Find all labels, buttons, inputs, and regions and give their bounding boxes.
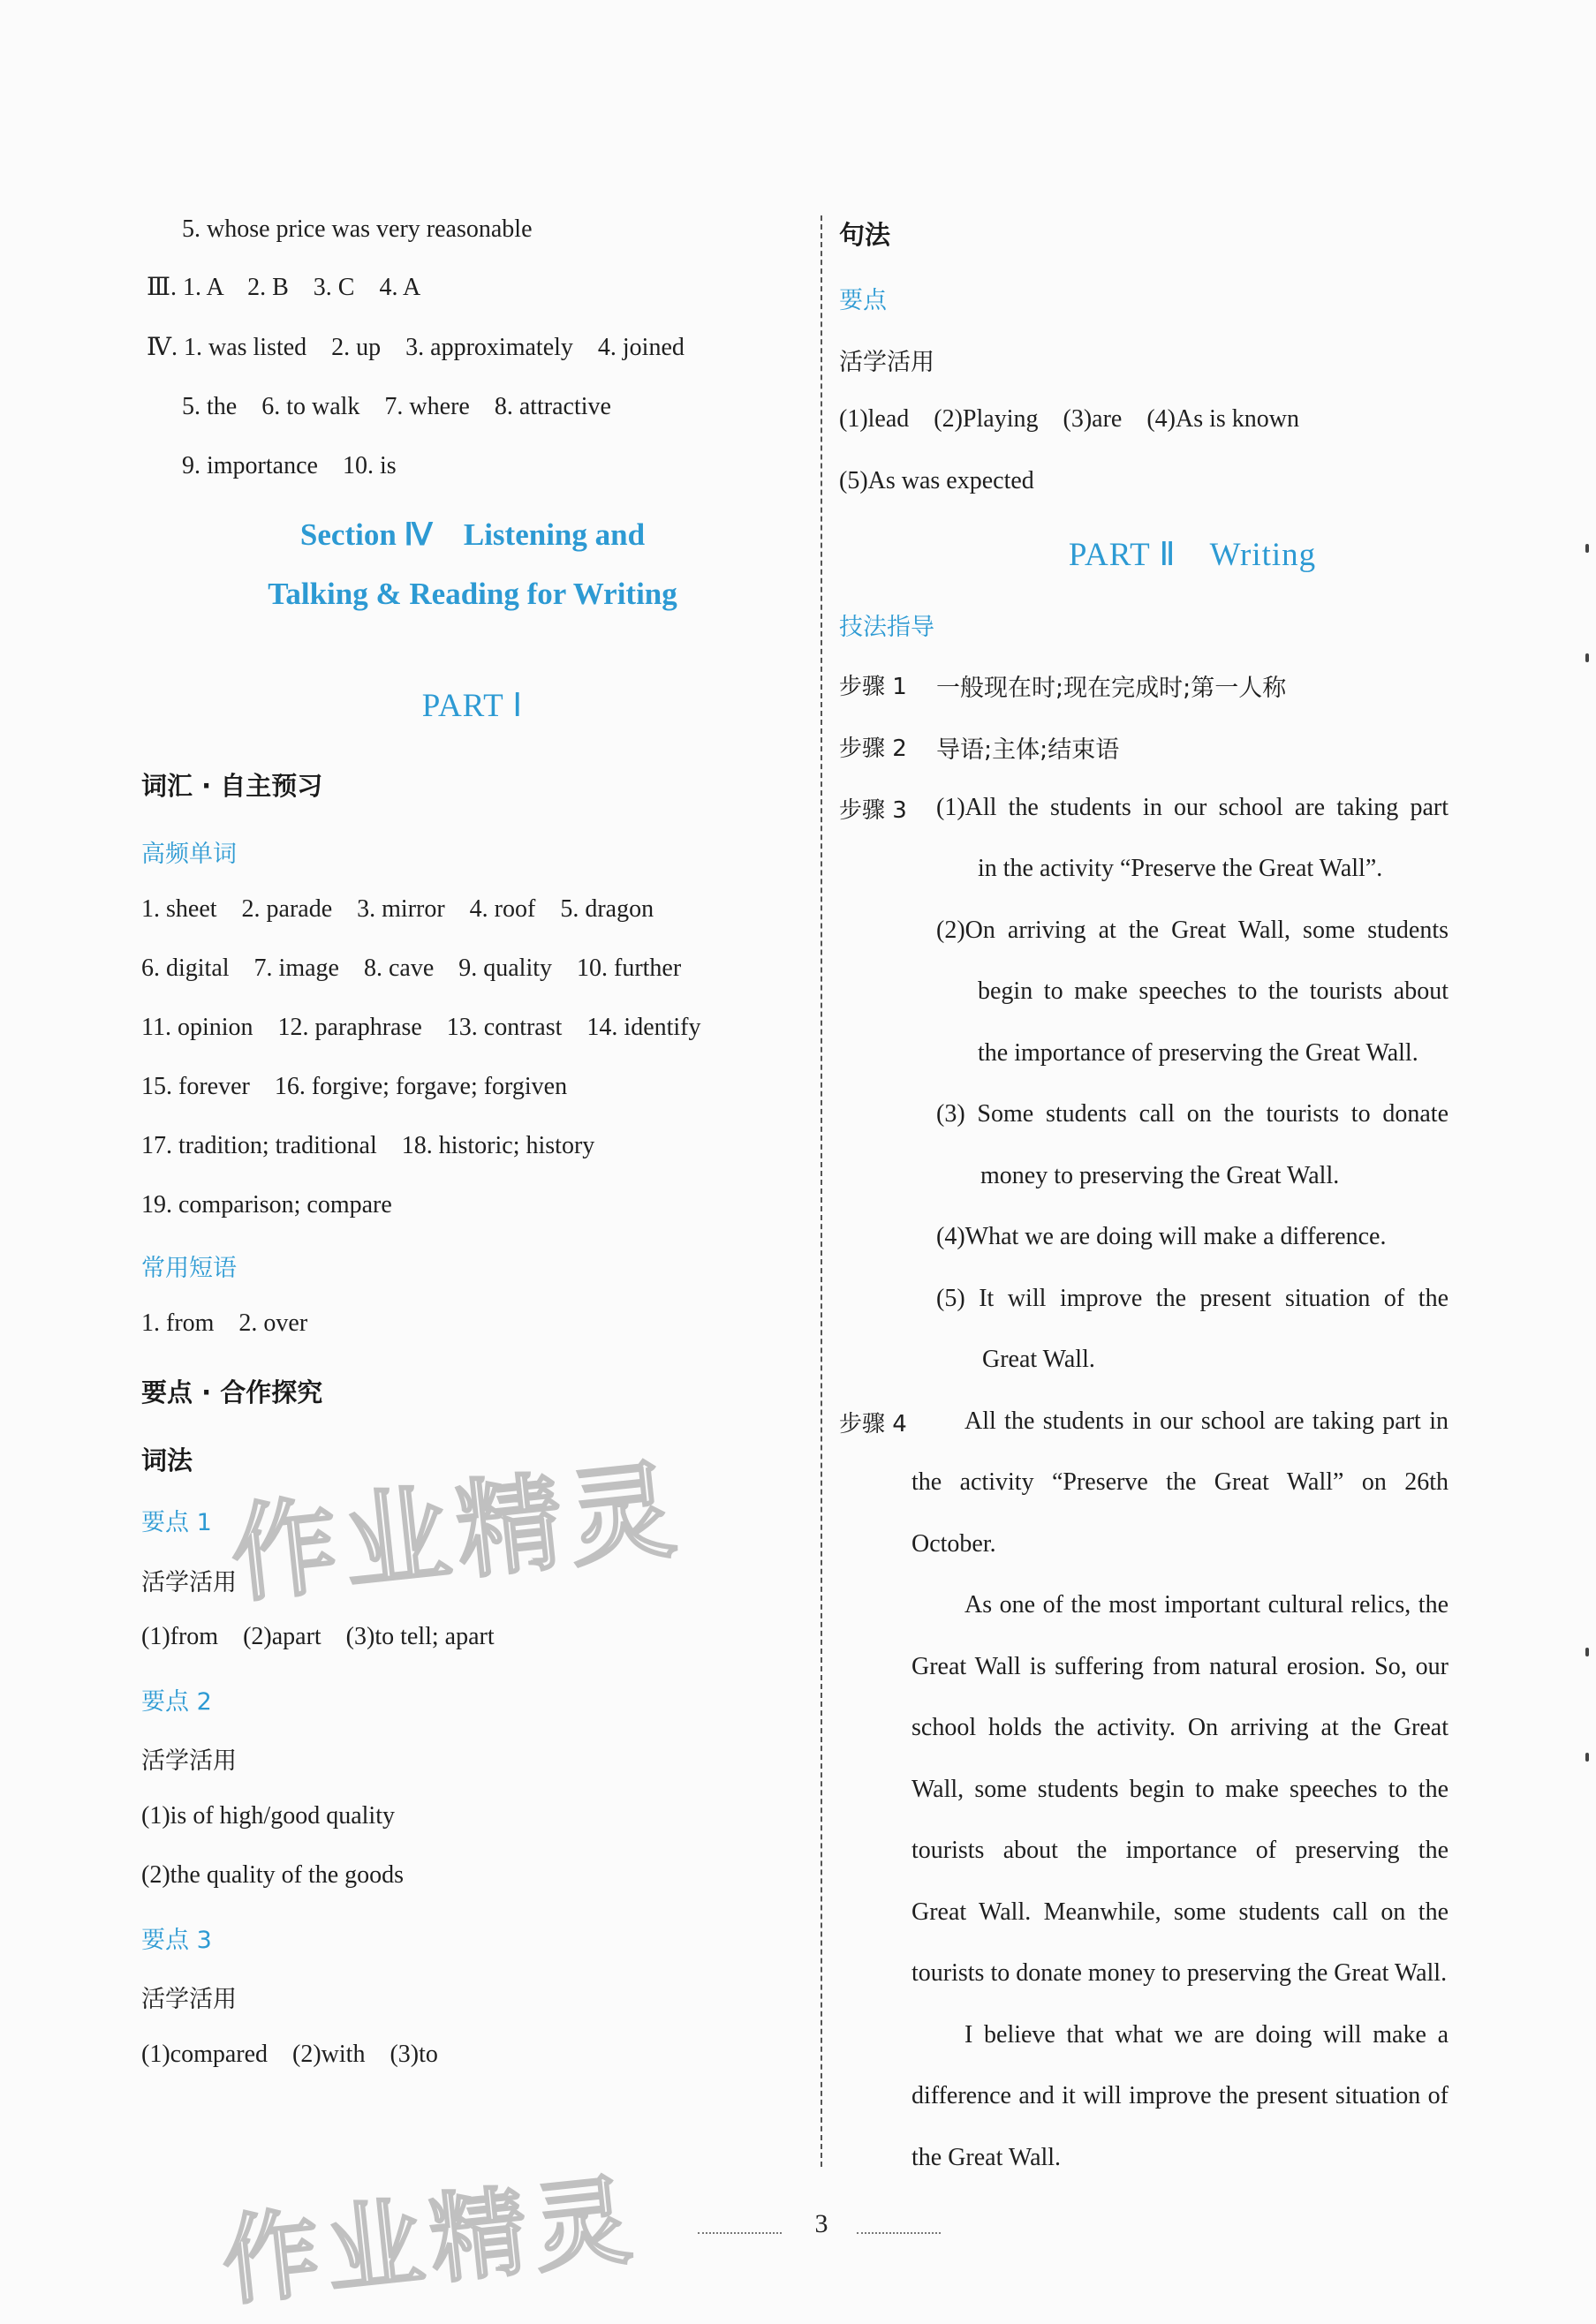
subheading: 要点 xyxy=(839,287,887,314)
answer-line: 9. importance 10. is xyxy=(182,452,397,479)
answer-line: 19. comparison; compare xyxy=(141,1191,392,1219)
essay-line: tourists to donate money to preserving the Great Wall. xyxy=(911,1959,1448,1987)
category-heading: 词汇 · 自主预习 xyxy=(141,771,323,801)
subheading: 要点 2 xyxy=(141,1688,212,1716)
answer-line: (1)lead (2)Playing (3)are (4)As is known xyxy=(839,405,1299,433)
answer-line: 1. from 2. over xyxy=(141,1309,308,1337)
step-text: 导语;主体;结束语 xyxy=(936,736,1120,764)
answer-line: 5. whose price was very reasonable xyxy=(182,215,533,243)
margin-mark xyxy=(1585,653,1589,662)
essay-line: the Great Wall. xyxy=(911,2144,1062,2171)
step-line: (1)All the students in our school are taking part xyxy=(936,794,1449,821)
step-line: (2)On arriving at the Great Wall, some students xyxy=(936,917,1449,944)
step-line: begin to make speeches to the tourists about xyxy=(978,977,1449,1005)
practice-label: 活学活用 xyxy=(141,1569,237,1596)
practice-label: 活学活用 xyxy=(141,1747,237,1775)
step-text: 一般现在时;现在完成时;第一人称 xyxy=(936,675,1287,702)
answer-line: 5. the 6. to walk 7. where 8. attractive xyxy=(182,393,611,420)
category-heading: 词法 xyxy=(141,1445,193,1475)
answer-line: 1. sheet 2. parade 3. mirror 4. roof 5. dragon xyxy=(141,895,654,923)
essay-line: October. xyxy=(911,1530,996,1558)
section-title: Section Ⅳ Listening and xyxy=(299,517,646,552)
answer-line: (2)the quality of the goods xyxy=(141,1861,405,1889)
practice-label: 活学活用 xyxy=(141,1986,237,2013)
subheading: 要点 1 xyxy=(141,1509,212,1536)
answer-line: 17. tradition; traditional 18. historic; history xyxy=(141,1132,595,1159)
footer-decoration xyxy=(857,2232,941,2234)
essay-line: As one of the most important cultural relics, the xyxy=(964,1591,1449,1618)
answer-line: (5)As was expected xyxy=(839,467,1034,494)
margin-mark xyxy=(1585,1648,1589,1656)
essay-line: All the students in our school are taking part in xyxy=(964,1407,1449,1435)
essay-line: tourists about the importance of preserving the xyxy=(911,1837,1449,1864)
step-line: (5) It will improve the present situation of the xyxy=(936,1285,1449,1312)
step-line: (4)What we are doing will make a difference. xyxy=(936,1223,1387,1250)
answer-line: 15. forever 16. forgive; forgave; forgiven xyxy=(141,1073,568,1100)
margin-mark xyxy=(1585,1753,1589,1762)
category-heading: 要点 · 合作探究 xyxy=(141,1377,323,1407)
subheading: 技法指导 xyxy=(839,614,934,641)
subheading: 常用短语 xyxy=(141,1255,237,1282)
page-number: 3 xyxy=(814,2209,828,2238)
answer-line: Ⅲ. 1. A 2. B 3. C 4. A xyxy=(147,274,421,301)
section-title: Talking & Reading for Writing xyxy=(268,577,677,611)
subheading: 要点 3 xyxy=(141,1927,212,1954)
essay-line: difference and it will improve the present situation of xyxy=(911,2082,1449,2109)
margin-mark xyxy=(1585,544,1589,553)
answer-line: (1)from (2)apart (3)to tell; apart xyxy=(141,1623,495,1650)
step-line: money to preserving the Great Wall. xyxy=(980,1162,1340,1189)
category-heading: 句法 xyxy=(839,220,891,250)
practice-label: 活学活用 xyxy=(839,349,934,376)
part-title: PART Ⅱ Writing xyxy=(1068,537,1317,573)
essay-line: I believe that what we are doing will make a xyxy=(964,2021,1449,2049)
answer-line: 11. opinion 12. paraphrase 13. contrast 14. identify xyxy=(141,1014,701,1041)
answer-line: Ⅳ. 1. was listed 2. up 3. approximately 4. joined xyxy=(147,334,685,361)
watermark-stamp: 作业精灵 xyxy=(225,1448,688,1618)
step-line: (3) Some students call on the tourists to donate xyxy=(936,1100,1449,1128)
step-label: 步骤 4 xyxy=(839,1411,907,1437)
step-line: the importance of preserving the Great Wall. xyxy=(978,1039,1418,1067)
subheading: 高频单词 xyxy=(141,841,237,868)
essay-line: Great Wall is suffering from natural erosion. So, our xyxy=(911,1653,1449,1680)
footer-decoration xyxy=(698,2232,782,2234)
step-label: 步骤 2 xyxy=(839,736,907,762)
watermark-stamp: 作业精灵 xyxy=(216,2162,644,2320)
essay-line: Great Wall. Meanwhile, some students call on the xyxy=(911,1898,1449,1926)
essay-line: school holds the activity. On arriving at the Great xyxy=(911,1714,1449,1741)
answer-line: 6. digital 7. image 8. cave 9. quality 10. further xyxy=(141,954,682,982)
part-title: PART Ⅰ xyxy=(421,688,524,724)
essay-line: the activity “Preserve the Great Wall” on 26th xyxy=(911,1468,1449,1496)
answer-line: (1)compared (2)with (3)to xyxy=(141,2041,438,2068)
column-divider xyxy=(821,215,822,2167)
essay-line: Wall, some students begin to make speeches to the xyxy=(911,1776,1449,1803)
answer-line: (1)is of high/good quality xyxy=(141,1802,395,1830)
step-label: 步骤 3 xyxy=(839,797,907,824)
step-line: Great Wall. xyxy=(982,1346,1095,1373)
step-label: 步骤 1 xyxy=(839,674,907,700)
step-line: in the activity “Preserve the Great Wall”. xyxy=(978,855,1383,882)
